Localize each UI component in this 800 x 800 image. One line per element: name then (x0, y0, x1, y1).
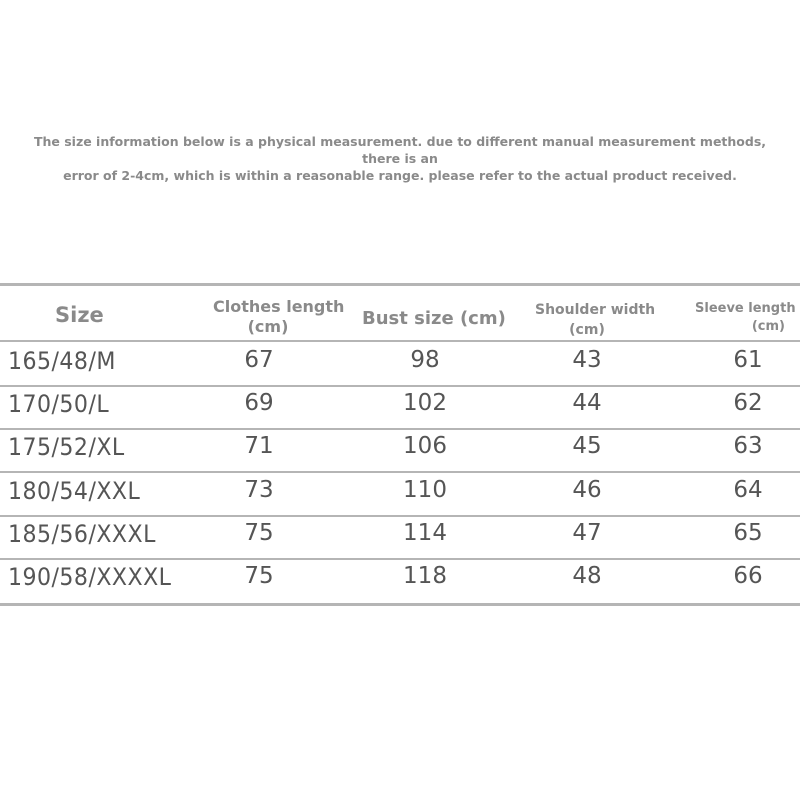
cell-size: 175/52/XL (8, 433, 125, 461)
cell-bust-size: 110 (403, 477, 447, 503)
cell-size: 170/50/L (8, 390, 110, 418)
size-chart-table (0, 283, 800, 607)
cell-sleeve-length: 61 (733, 347, 763, 373)
cell-size: 190/58/XXXXL (8, 563, 172, 591)
header-sleeve-length-label: Sleeve length (695, 301, 796, 316)
cell-size: 180/54/XXL (8, 477, 141, 505)
cell-shoulder-width: 48 (572, 563, 602, 589)
cell-shoulder-width: 46 (572, 477, 602, 503)
row-divider (0, 515, 800, 517)
table-top-border (0, 283, 800, 286)
header-clothes-length-unit: (cm) (247, 317, 289, 336)
cell-bust-size: 98 (410, 347, 440, 373)
cell-clothes-length: 71 (244, 433, 274, 459)
cell-clothes-length: 67 (244, 347, 274, 373)
cell-clothes-length: 75 (244, 520, 274, 546)
header-shoulder-width-unit: (cm) (569, 322, 605, 338)
header-sleeve-length (695, 300, 796, 336)
cell-sleeve-length: 65 (733, 520, 763, 546)
cell-bust-size: 118 (403, 563, 447, 589)
header-shoulder-width (535, 300, 656, 340)
cell-shoulder-width: 47 (572, 520, 602, 546)
header-sleeve-length-unit: (cm) (751, 319, 785, 334)
cell-sleeve-length: 64 (733, 477, 763, 503)
header-divider (0, 340, 800, 342)
row-divider (0, 428, 800, 430)
cell-clothes-length: 73 (244, 477, 274, 503)
notice-line-2: error of 2-4cm, which is within a reasonable range. please refer to the actual product received. (63, 168, 737, 183)
header-bust-size: Bust size (cm) (362, 308, 506, 329)
cell-size: 185/56/XXXL (8, 520, 156, 548)
header-size: Size (55, 303, 104, 327)
cell-sleeve-length: 62 (733, 390, 763, 416)
measurement-notice (18, 133, 782, 184)
table-bottom-border (0, 603, 800, 606)
cell-shoulder-width: 43 (572, 347, 602, 373)
cell-sleeve-length: 63 (733, 433, 763, 459)
cell-bust-size: 106 (403, 433, 447, 459)
row-divider (0, 385, 800, 387)
header-clothes-length-label: Clothes length (213, 297, 345, 316)
cell-clothes-length: 75 (244, 563, 274, 589)
header-clothes-length (205, 297, 345, 337)
cell-bust-size: 114 (403, 520, 447, 546)
row-divider (0, 471, 800, 473)
cell-sleeve-length: 66 (733, 563, 763, 589)
row-divider (0, 558, 800, 560)
cell-shoulder-width: 45 (572, 433, 602, 459)
notice-line-1: The size information below is a physical measurement. due to different manual measurement methods, there is an (33, 134, 767, 166)
cell-size: 165/48/M (8, 347, 116, 375)
header-shoulder-width-label: Shoulder width (535, 302, 656, 318)
cell-bust-size: 102 (403, 390, 447, 416)
cell-shoulder-width: 44 (572, 390, 602, 416)
cell-clothes-length: 69 (244, 390, 274, 416)
